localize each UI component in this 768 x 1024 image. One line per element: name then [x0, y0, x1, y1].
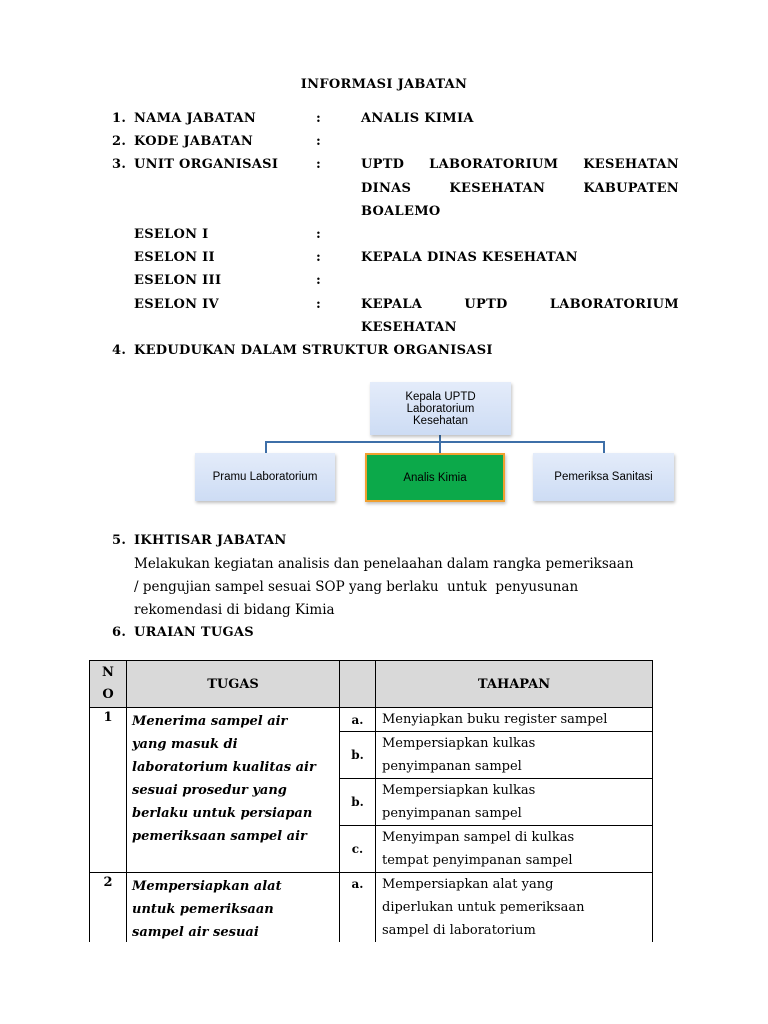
- task-line: laboratorium kualitas air: [132, 760, 316, 775]
- step-letter: a.: [340, 708, 376, 732]
- summary-line: rekomendasi di bidang Kimia: [134, 602, 335, 618]
- step-line: Menyiapkan buku register sampel: [382, 712, 608, 727]
- summary-line: Melakukan kegiatan analisis dan penelaahan dalam rangka pemeriksaan: [134, 556, 634, 572]
- task-line: pemeriksaan sampel air: [132, 829, 307, 844]
- unit-word: KESEHATAN: [449, 181, 546, 196]
- task-description: [127, 708, 340, 873]
- eselon-4-colon: :: [316, 297, 322, 312]
- task-line: Menerima sampel air: [132, 714, 288, 729]
- eselon-4-word: LABORATORIUM: [549, 297, 679, 312]
- step-letter: c.: [340, 826, 376, 873]
- eselon-2-label: ESELON II: [134, 250, 215, 265]
- eselon-2-colon: :: [316, 250, 322, 265]
- eselon-4-value-line-1: [361, 297, 679, 312]
- step-text: [376, 708, 653, 732]
- task-line: sesuai prosedur yang: [132, 783, 287, 798]
- table-row: [90, 708, 653, 732]
- header-no-line: O: [102, 687, 114, 702]
- task-line: sampel air sesuai: [132, 925, 259, 940]
- section-5-label: IKHTISAR JABATAN: [134, 533, 287, 548]
- section-1-label: NAMA JABATAN: [134, 111, 257, 126]
- org-box-pemeriksa: Pemeriksa Sanitasi: [533, 453, 674, 501]
- org-connector-right: [603, 441, 605, 453]
- eselon-4-value-line-2: KESEHATAN: [361, 320, 457, 335]
- eselon-4-word: KEPALA: [361, 297, 423, 312]
- task-line: berlaku untuk persiapan: [132, 806, 313, 821]
- section-4-label: KEDUDUKAN DALAM STRUKTUR ORGANISASI: [134, 343, 493, 358]
- unit-word: KABUPATEN: [583, 181, 679, 196]
- step-line: sampel di laboratorium: [382, 923, 536, 938]
- section-2-colon: :: [316, 134, 322, 149]
- section-6-label: URAIAN TUGAS: [134, 625, 254, 640]
- step-line: penyimpanan sampel: [382, 759, 522, 774]
- unit-value-line-2: [361, 181, 679, 196]
- step-line: Menyimpan sampel di kulkas: [382, 830, 575, 845]
- unit-value-line-1: [361, 157, 679, 172]
- eselon-3-colon: :: [316, 273, 322, 288]
- unit-word: DINAS: [361, 181, 412, 196]
- org-head-line: Kesehatan: [413, 414, 468, 427]
- unit-word: KESEHATAN: [583, 157, 679, 172]
- step-text: [376, 732, 653, 779]
- section-5-number: 5.: [112, 533, 127, 548]
- step-line: Mempersiapkan alat yang: [382, 877, 554, 892]
- org-head-line: Laboratorium: [406, 402, 475, 415]
- eselon-4-word: UPTD: [464, 297, 508, 312]
- table-row: [90, 873, 653, 953]
- step-letter: b.: [340, 732, 376, 779]
- header-no-line: N: [102, 665, 114, 680]
- section-2-number: 2.: [112, 134, 127, 149]
- task-line: Mempersiapkan alat: [132, 879, 282, 894]
- summary-paragraph: [134, 553, 682, 622]
- eselon-3-label: ESELON III: [134, 273, 222, 288]
- summary-line: / pengujian sampel sesuai SOP yang berlaku untuk penyusunan: [134, 579, 579, 595]
- unit-value-line-3: BOALEMO: [361, 204, 441, 219]
- page-bottom-mask: [85, 942, 665, 1024]
- section-1-colon: :: [316, 111, 322, 126]
- header-task: TUGAS: [127, 661, 340, 708]
- org-connector-left: [265, 441, 267, 453]
- org-box-pramu: Pramu Laboratorium: [195, 453, 335, 501]
- task-line: yang masuk di: [132, 737, 238, 752]
- section-3-colon: :: [316, 157, 322, 172]
- header-no: [90, 661, 127, 708]
- table-header-row: [90, 661, 653, 708]
- document-title: INFORMASI JABATAN: [300, 77, 468, 92]
- org-connector-horizontal: [265, 441, 605, 443]
- step-line: Mempersiapkan kulkas: [382, 783, 536, 798]
- eselon-2-value: KEPALA DINAS KESEHATAN: [361, 250, 578, 265]
- org-box-head: [370, 382, 511, 435]
- task-line: untuk pemeriksaan: [132, 902, 274, 917]
- unit-word: LABORATORIUM: [429, 157, 559, 172]
- step-line: penyimpanan sampel: [382, 806, 522, 821]
- section-4-number: 4.: [112, 343, 127, 358]
- row-number: 1: [90, 708, 127, 873]
- step-letter: b.: [340, 779, 376, 826]
- task-table: [89, 660, 653, 953]
- section-3-number: 3.: [112, 157, 127, 172]
- eselon-1-colon: :: [316, 227, 322, 242]
- section-3-label: UNIT ORGANISASI: [134, 157, 279, 172]
- org-box-analis: Analis Kimia: [365, 453, 505, 502]
- eselon-1-label: ESELON I: [134, 227, 209, 242]
- task-description: [127, 873, 340, 953]
- step-line: tempat penyimpanan sampel: [382, 853, 573, 868]
- row-number: 2: [90, 873, 127, 953]
- header-letter: [340, 661, 376, 708]
- org-connector-center: [439, 441, 441, 453]
- org-head-line: Kepala UPTD: [405, 390, 476, 403]
- section-2-label: KODE JABATAN: [134, 134, 254, 149]
- section-1-number: 1.: [112, 111, 127, 126]
- unit-word: UPTD: [361, 157, 405, 172]
- eselon-4-label: ESELON IV: [134, 297, 219, 312]
- section-6-number: 6.: [112, 625, 127, 640]
- step-line: diperlukan untuk pemeriksaan: [382, 900, 585, 915]
- step-text: [376, 779, 653, 826]
- header-step: TAHAPAN: [376, 661, 653, 708]
- step-letter: a.: [340, 873, 376, 953]
- step-text: [376, 873, 653, 953]
- job-name-value: ANALIS KIMIA: [361, 111, 474, 126]
- step-text: [376, 826, 653, 873]
- step-line: Mempersiapkan kulkas: [382, 736, 536, 751]
